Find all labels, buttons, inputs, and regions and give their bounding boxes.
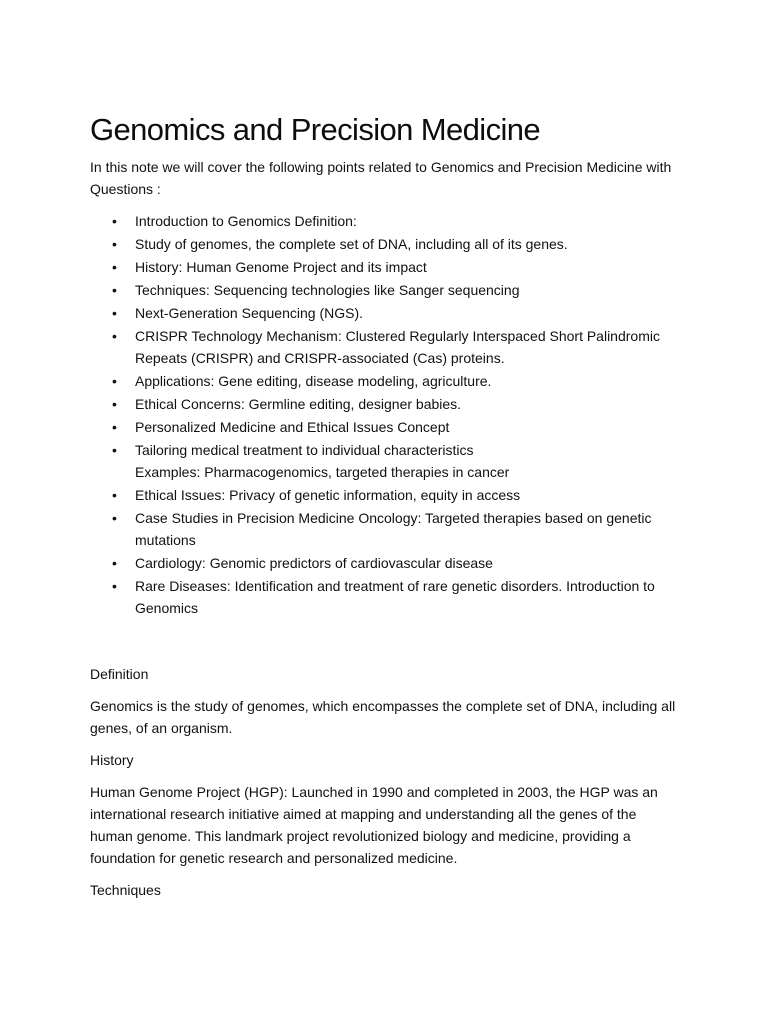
list-item: • Case Studies in Precision Medicine Oncology: Targeted therapies based on genetic mutations — [90, 507, 682, 551]
bullet-icon: • — [112, 487, 117, 503]
bullet-icon: • — [112, 236, 117, 252]
techniques-heading: Techniques — [90, 882, 161, 898]
bullet-icon: • — [112, 578, 117, 594]
bullet-icon: • — [112, 259, 117, 275]
bullet-icon: • — [112, 396, 117, 412]
list-item: • Applications: Gene editing, disease modeling, agriculture. — [90, 370, 682, 392]
history-heading: History — [90, 752, 134, 768]
definition-heading: Definition — [90, 666, 149, 682]
list-item: • Ethical Issues: Privacy of genetic information, equity in access — [90, 484, 682, 506]
list-item-continuation: Examples: Pharmacogenomics, targeted therapies in cancer — [135, 464, 510, 480]
bullet-icon: • — [112, 328, 117, 344]
bullet-icon: • — [112, 510, 117, 526]
document-title: Genomics and Precision Medicine — [90, 112, 541, 147]
list-item: • History: Human Genome Project and its impact — [90, 256, 682, 278]
list-item: • Techniques: Sequencing technologies like Sanger sequencing — [90, 279, 682, 301]
bullet-icon: • — [112, 419, 117, 435]
list-item: • CRISPR Technology Mechanism: Clustered Regularly Interspaced Short Palindromic Repeats (CRISPR) and CRISPR-associated (Cas) proteins. — [90, 325, 682, 369]
list-item: • Next-Generation Sequencing (NGS). — [90, 302, 682, 324]
list-item: • Personalized Medicine and Ethical Issues Concept — [90, 416, 682, 438]
document-page — [90, 110, 682, 901]
intro-paragraph: In this note we will cover the following points related to Genomics and Precision Medicine with Questions : — [90, 159, 672, 197]
bullet-icon: • — [112, 213, 117, 229]
bullet-icon: • — [112, 373, 117, 389]
list-item: • Tailoring medical treatment to individual characteristics Examples: Pharmacogenomics, targeted therapies in cancer — [90, 439, 682, 483]
bullet-icon: • — [112, 305, 117, 321]
history-paragraph: Human Genome Project (HGP): Launched in 1990 and completed in 2003, the HGP was an international research initiative aimed at mapping and understanding all the genes of the human genome. This landmark project revolutionized biology and medicine, providing a foundation for genetic research and personalized medicine. — [90, 784, 658, 866]
list-item: • Rare Diseases: Identification and treatment of rare genetic disorders. Introduction to Genomics — [90, 575, 682, 619]
list-item: • Cardiology: Genomic predictors of cardiovascular disease — [90, 552, 682, 574]
list-item: • Introduction to Genomics Definition: — [90, 210, 682, 232]
bullet-icon: • — [112, 282, 117, 298]
bullet-icon: • — [112, 442, 117, 458]
list-item: • Study of genomes, the complete set of DNA, including all of its genes. — [90, 233, 682, 255]
definition-paragraph: Genomics is the study of genomes, which encompasses the complete set of DNA, including all genes, of an organism. — [90, 698, 676, 736]
bullet-icon: • — [112, 555, 117, 571]
list-item: • Ethical Concerns: Germline editing, designer babies. — [90, 393, 682, 415]
topic-list — [90, 210, 682, 619]
